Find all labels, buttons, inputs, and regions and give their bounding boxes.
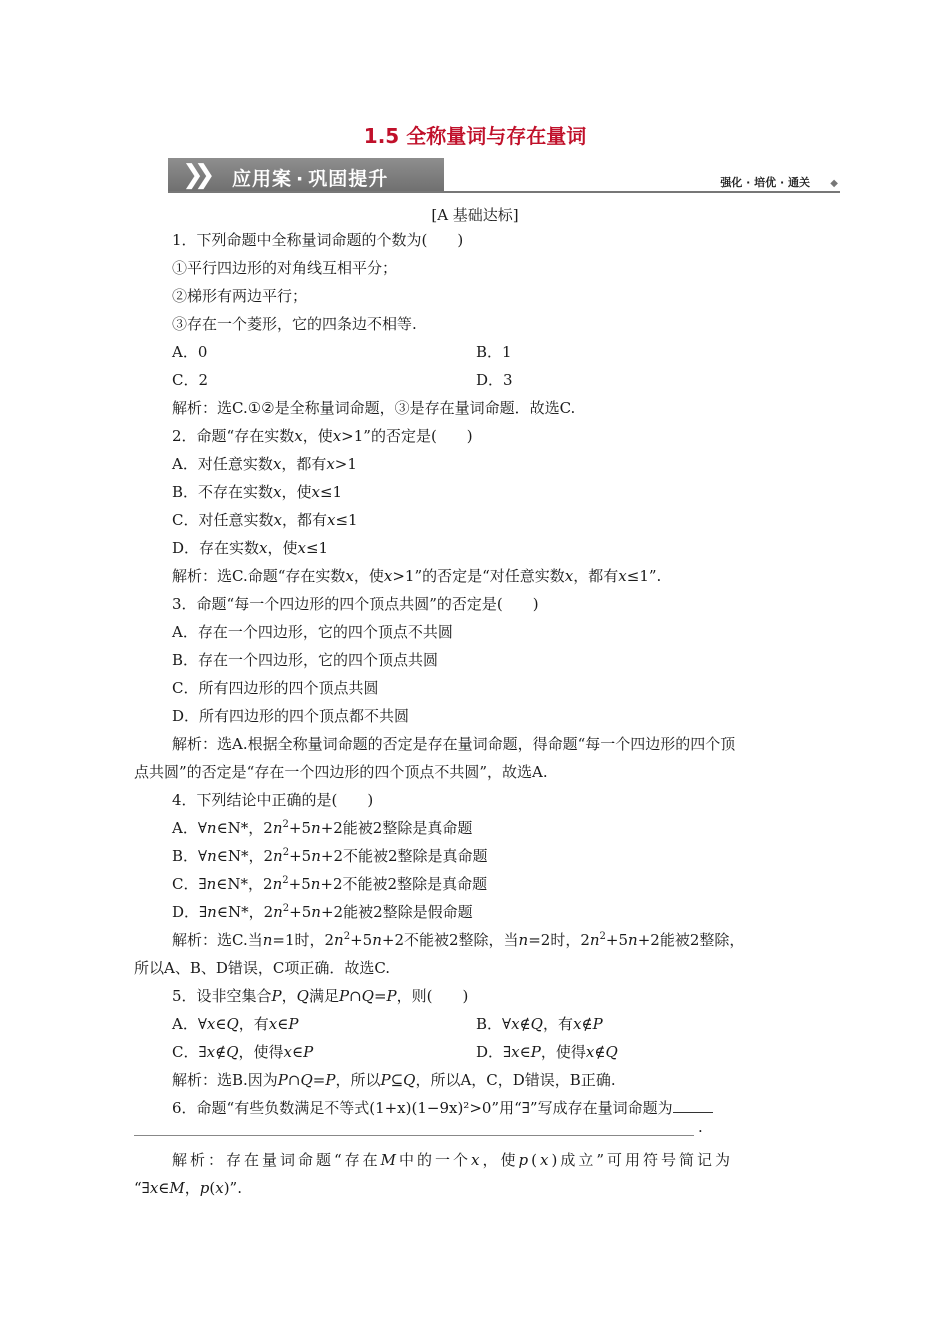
q2-option-b: B．不存在实数x，使x≤1 <box>172 483 343 501</box>
q5-answer: 解析：选B.因为P∩Q=P，所以P⊆Q，所以A，C，D错误，B正确. <box>172 1071 616 1089</box>
q5-option-b: B．∀x∉Q，有x∉P <box>476 1015 603 1033</box>
q1-option-c: C．2 <box>172 371 209 389</box>
q6-tail: . <box>698 1118 703 1136</box>
q3-stem: 3．命题“每一个四边形的四个顶点共圆”的否定是( ) <box>172 595 539 613</box>
q2-stem: 2．命题“存在实数x，使x>1”的否定是( ) <box>172 427 473 445</box>
q1-item-3: ③存在一个菱形，它的四条边不相等. <box>172 315 417 333</box>
q4-stem: 4．下列结论中正确的是( ) <box>172 791 374 809</box>
q3-option-d: D．所有四边形的四个顶点都不共圆 <box>172 707 410 725</box>
q1-option-a: A．0 <box>172 343 208 361</box>
q5-option-c: C．∃x∉Q，使得x∈P <box>172 1043 314 1061</box>
double-chevron-icon: ❯❯ <box>182 160 206 190</box>
q1-item-1: ①平行四边形的对角线互相平分； <box>172 259 398 277</box>
q3-option-c: C．所有四边形的四个顶点共圆 <box>172 679 379 697</box>
q5-option-d: D．∃x∈P，使得x∉Q <box>476 1043 618 1061</box>
banner-rule <box>168 191 840 193</box>
q6-stem: 6．命题“有些负数满足不等式(1+x)(1−9x)²>0”用“∃”写成存在量词命题为 <box>172 1098 713 1118</box>
q2-option-c: C．对任意实数x，都有x≤1 <box>172 511 358 529</box>
answer-blank <box>673 1098 713 1113</box>
q4-option-b: B．∀n∈N*，$2n^2+5n+2$不能被2整除是真命题 <box>172 847 488 865</box>
banner-title <box>232 164 388 191</box>
q2-option-a: A．对任意实数x，都有x>1 <box>172 455 357 473</box>
q3-option-b: B．存在一个四边形，它的四个顶点共圆 <box>172 651 439 669</box>
page-title: 1.5 全称量词与存在量词 <box>363 124 587 148</box>
diamond-icon: ◆ <box>830 178 838 189</box>
q4-option-c: C．∃n∈N*，$2n^2+5n+2$不能被2整除是真命题 <box>172 875 488 893</box>
q1-stem: 1．下列命题中全称量词命题的个数为( ) <box>172 231 464 249</box>
q4-option-d: D．∃n∈N*，$2n^2+5n+2$能被2整除是假命题 <box>172 903 473 921</box>
section-heading: [A 基础达标] <box>431 206 519 224</box>
q5-option-a: A．∀x∈Q，有x∈P <box>172 1015 299 1033</box>
section-banner <box>168 158 840 194</box>
q4-answer-line2: 所以A、B、D错误，C项正确．故选C. <box>134 959 391 977</box>
q3-answer-line2: 点共圆”的否定是“存在一个四边形的四个顶点不共圆”，故选A. <box>134 763 548 781</box>
q1-answer: 解析：选C.①②是全称量词命题，③是存在量词命题．故选C. <box>172 399 576 417</box>
banner-title-b: 巩固提升 <box>308 168 389 190</box>
q1-option-b: B．1 <box>476 343 512 361</box>
q1-item-2: ②梯形有两边平行； <box>172 287 308 305</box>
q5-stem: 5．设非空集合P，Q满足P∩Q=P，则( ) <box>172 987 469 1005</box>
banner-tagline: 强化 · 培优 · 通关 <box>720 176 810 189</box>
q2-option-d: D．存在实数x，使x≤1 <box>172 539 329 557</box>
q6-answer-line1: 解析：存在量词命题“存在M中的一个x，使p(x)成立”可用符号简记为 <box>172 1151 733 1169</box>
q3-option-a: A．存在一个四边形，它的四个顶点不共圆 <box>172 623 453 641</box>
q1-option-d: D．3 <box>476 371 513 389</box>
q6-answer-line2: “∃x∈M，p(x)”. <box>134 1179 242 1197</box>
banner-title-a: 应用案 <box>232 168 293 190</box>
q4-option-a: A．∀n∈N*，$2n^2+5n+2$能被2整除是真命题 <box>172 819 473 837</box>
answer-blank-line <box>134 1135 694 1136</box>
q3-answer-line1: 解析：选A.根据全称量词命题的否定是存在量词命题，得命题“每一个四边形的四个顶 <box>172 735 736 753</box>
q4-answer-line1: 解析：选C.当n=1时，$2n^2+5n+2$不能被2整除，当n=2时，$2n^2+5n+2$能被2整除， <box>172 931 745 949</box>
banner-sep: · <box>296 168 305 190</box>
q2-answer: 解析：选C.命题“存在实数x，使x>1”的否定是“对任意实数x，都有x≤1”. <box>172 567 662 585</box>
